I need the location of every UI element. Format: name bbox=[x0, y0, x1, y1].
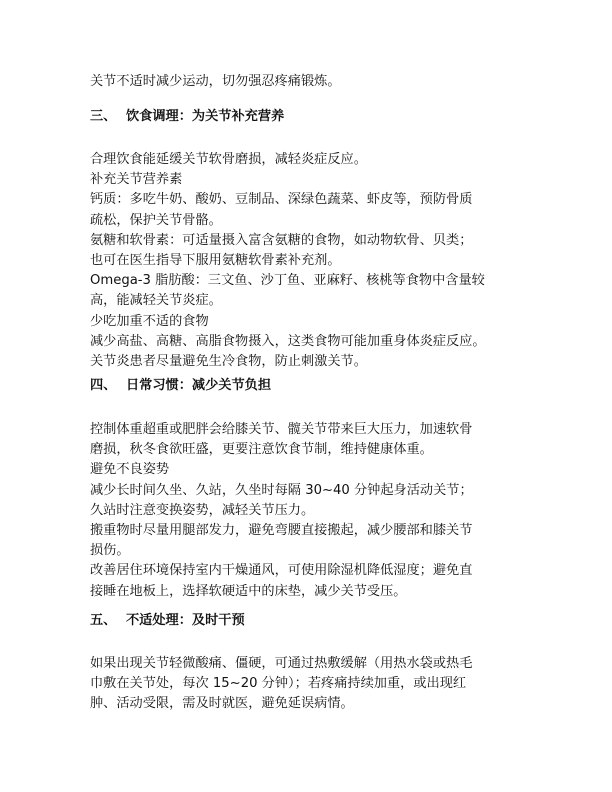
section-heading-3 bbox=[90, 107, 530, 127]
body-line: 控制体重超重或肥胖会给膝关节、髋关节带来巨大压力，加速软骨 bbox=[90, 422, 473, 437]
body-line: 钙质：多吃牛奶、酸奶、豆制品、深绿色蔬菜、虾皮等，预防骨质 bbox=[90, 192, 473, 208]
section-body-3 bbox=[90, 150, 530, 372]
body-line: 如果出现关节轻微酸痛、僵硬，可通过热敷缓解（用热水袋或热毛 bbox=[90, 656, 473, 671]
section-title: 日常习惯：减少关节负担 bbox=[126, 378, 272, 393]
body-line: 损伤。 bbox=[90, 543, 130, 559]
body-line: 合理饮食能延缓关节软骨磨损，减轻炎症反应。 bbox=[90, 152, 367, 167]
body-line: 巾敷在关节处，每次 15~20 分钟）；若疼痛持续加重，或出现红 bbox=[90, 676, 467, 692]
body-line: 关节炎患者尽量避免生冷食物，防止刺激关节。 bbox=[90, 354, 367, 370]
body-line: 减少长时间久坐、久站，久坐时每隔 30~40 分钟起身活动关节； bbox=[90, 482, 473, 498]
section-number: 四、 bbox=[90, 378, 117, 393]
body-line: 减少高盐、高糖、高脂食物摄入，这类食物可能加重身体炎症反应。 bbox=[90, 333, 486, 349]
body-line: 氨糖和软骨素：可适量摄入富含氨糖的食物，如动物软骨、贝类； bbox=[90, 232, 473, 248]
body-line: 久站时注意变换姿势，减轻关节压力。 bbox=[90, 502, 315, 518]
body-line: 搬重物时尽量用腿部发力，避免弯腰直接搬起，减少腰部和膝关节 bbox=[90, 523, 473, 539]
section-body-5 bbox=[90, 654, 530, 715]
body-line: 磨损，秋冬食欲旺盛，更要注意饮食节制，维持健康体重。 bbox=[90, 442, 433, 458]
section-number: 五、 bbox=[90, 613, 117, 628]
section-body-4 bbox=[90, 420, 530, 602]
body-line: 高，能减轻关节炎症。 bbox=[90, 293, 222, 309]
intro-line: 关节不适时减少运动，切勿强忍疼痛锻炼。 bbox=[90, 74, 341, 89]
body-line: 避免不良姿势 bbox=[90, 462, 170, 478]
section-heading-5 bbox=[90, 611, 530, 631]
section-title: 饮食调理：为关节补充营养 bbox=[126, 109, 285, 124]
section-title: 不适处理：及时干预 bbox=[126, 613, 245, 628]
body-line: 肿、活动受限，需及时就医，避免延误病情。 bbox=[90, 696, 354, 712]
section-heading-4 bbox=[90, 376, 530, 396]
section-number: 三、 bbox=[90, 109, 117, 124]
body-line: 少吃加重不适的食物 bbox=[90, 313, 209, 329]
body-line: 接睡在地板上，选择软硬适中的床垫，减少关节受压。 bbox=[90, 583, 407, 599]
intro-paragraph bbox=[90, 72, 530, 92]
body-line: 补充关节营养素 bbox=[90, 172, 183, 188]
body-line: 改善居住环境保持室内干燥通风，可使用除湿机降低湿度；避免直 bbox=[90, 563, 473, 579]
body-line: Omega-3 脂肪酸：三文鱼、沙丁鱼、亚麻籽、核桃等食物中含量较 bbox=[90, 273, 485, 289]
body-line: 也可在医生指导下服用氨糖软骨素补充剂。 bbox=[90, 253, 341, 269]
body-line: 疏松，保护关节骨骼。 bbox=[90, 212, 222, 228]
